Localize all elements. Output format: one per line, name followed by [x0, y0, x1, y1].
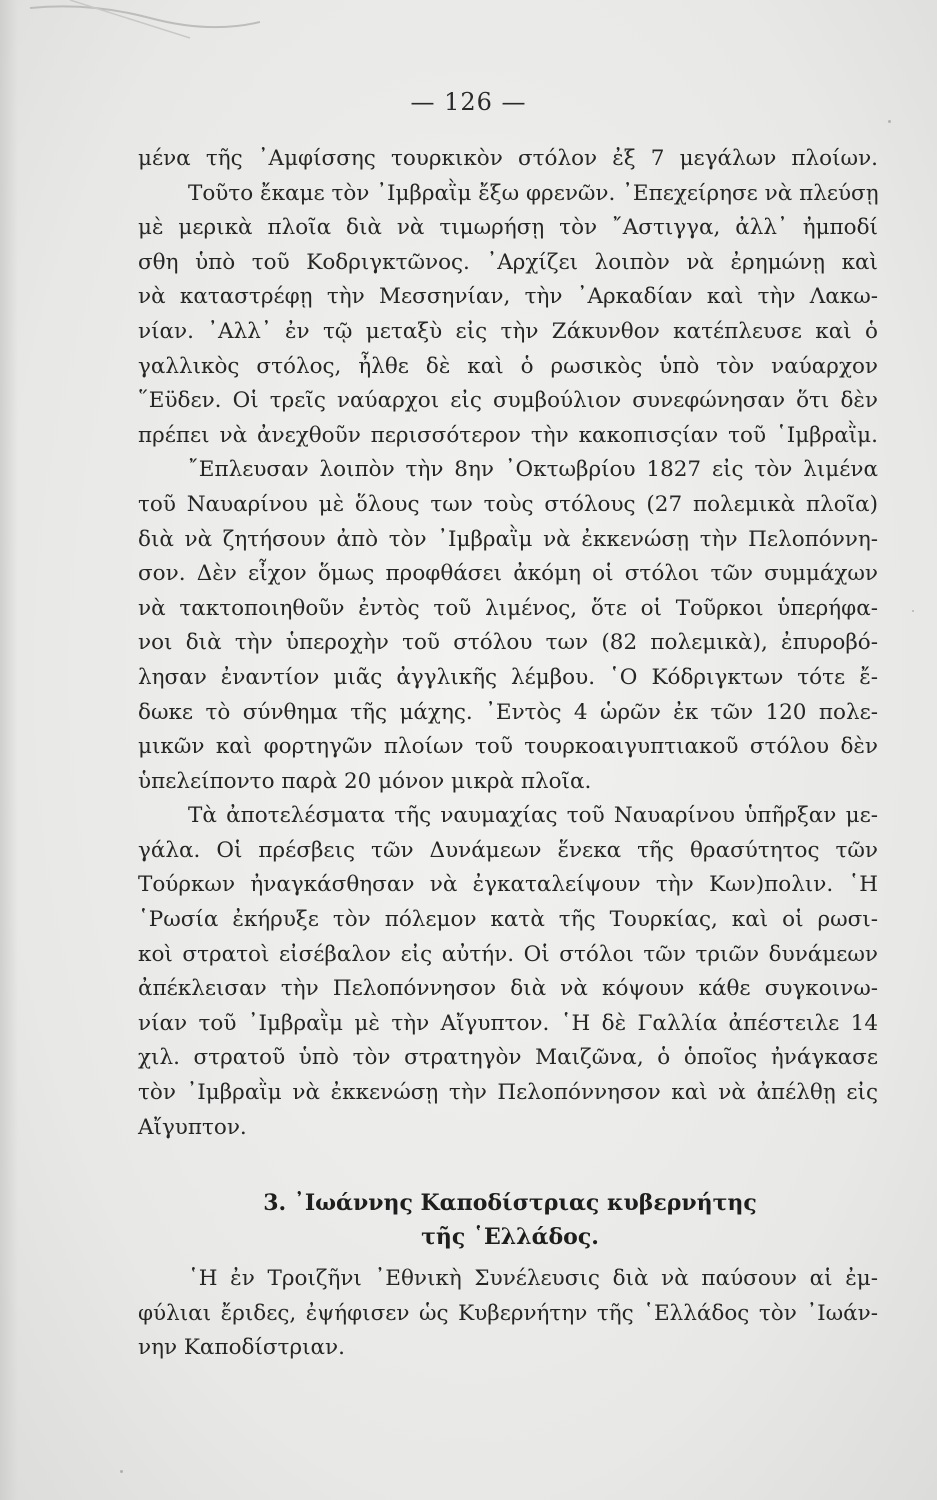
- text-line: τοῦ Ναυαρίνου μὲ ὅλους των τοὺς στόλους (27 πολεμικὰ πλοῖα): [138, 491, 878, 517]
- text-line: δωκε τὸ σύνθημα τῆς μάχης. ᾿Εντὸς 4 ὡρῶν ἐκ τῶν 120 πολε-: [138, 699, 878, 725]
- text-line: σον. Δὲν εἶχον ὅμως προφθάσει ἀκόμη οἱ στόλοι τῶν συμμάχων: [138, 561, 878, 587]
- corner-scan-mark: [30, 0, 260, 40]
- text-line: πρέπει νὰ ἀνεχθοῦν περισσότερον τὴν κακοπισςίαν τοῦ ῾Ιμβραῒμ.: [138, 422, 878, 448]
- text-line: ῎Επλευσαν λοιπὸν τὴν 8ην ᾿Οκτωβρίου 1827 εἰς τὸν λιμένα: [188, 457, 878, 483]
- text-line: λησαν ἐναντίον μιᾶς ἀγγλικῆς λέμβου. ῾Ο Κόδριγκτων τότε ἔ-: [138, 664, 878, 690]
- page-number: — 126 —: [410, 88, 527, 116]
- text-line: κοὶ στρατοὶ εἰσέβαλον εἰς αὐτήν. Οἱ στόλοι τῶν τριῶν δυνάμεων: [138, 941, 878, 967]
- ink-speck: [888, 120, 891, 123]
- text-line: μένα τῆς ᾿Αμφίσσης τουρκικὸν στόλον ἐξ 7 μεγάλων πλοίων.: [138, 146, 878, 171]
- text-line: γαλλικὸς στόλος, ἦλθε δὲ καὶ ὁ ρωσικὸς ὑπὸ τὸν ναύαρχον: [138, 353, 878, 379]
- text-line: μὲ μερικὰ πλοῖα διὰ νὰ τιμωρήσῃ τὸν ῎Αστιγγα, ἀλλ᾿ ἠμποδί: [138, 215, 878, 241]
- text-line: διὰ νὰ ζητήσουν ἀπὸ τὸν ᾿Ιμβραῒμ νὰ ἐκκενώσῃ τὴν Πελοπόννη-: [138, 526, 878, 552]
- section-heading: [0, 1186, 937, 1254]
- text-line: ῾Η ἐν Τροιζῆνι ᾿Εθνικὴ Συνέλευσις διὰ νὰ παύσουν αἱ ἐμ-: [188, 1266, 878, 1291]
- text-line: ὑπελείποντο παρὰ 20 μόνον μικρὰ πλοῖα.: [138, 768, 592, 794]
- text-line: χιλ. στρατοῦ ὑπὸ τὸν στρατηγὸν Μαιζῶνα, ὁ ὁποῖος ἠνάγκασε: [138, 1045, 878, 1071]
- text-line: νην Καποδίστριαν.: [138, 1335, 345, 1361]
- section-heading-line: 3. ᾿Ιωάννης Καποδίστριας κυβερνήτης: [263, 1190, 757, 1216]
- text-line: Τοῦτο ἔκαμε τὸν ᾿Ιμβραῒμ ἔξω φρενῶν. ᾿Επεχείρησε νὰ πλεύσῃ: [188, 180, 879, 206]
- text-line: Τὰ ἀποτελέσματα τῆς ναυμαχίας τοῦ Ναυαρίνου ὑπῆρξαν με-: [188, 803, 878, 829]
- text-line: νίαν. ᾿Αλλ᾿ ἐν τῷ μεταξὺ εἰς τὴν Ζάκυνθον κατέπλευσε καὶ ὁ: [138, 318, 878, 344]
- text-line: γάλα. Οἱ πρέσβεις τῶν Δυνάμεων ἕνεκα τῆς θρασύτητος τῶν: [138, 837, 878, 863]
- page-edge-shadow: [0, 0, 18, 1500]
- text-line: Τούρκων ἠναγκάσθησαν νὰ ἐγκαταλείψουν τὴν Κων)πολιν. ῾Η: [138, 872, 878, 898]
- text-line: ῾Ρωσία ἐκήρυξε τὸν πόλεμον κατὰ τῆς Τουρκίας, καὶ οἱ ρωσι-: [138, 907, 878, 933]
- main-text-block: [138, 142, 878, 1145]
- text-line: σθη ὑπὸ τοῦ Κοδριγκτῶνος. ᾿Αρχίζει λοιπὸν νὰ ἐρημώνῃ καὶ: [138, 249, 878, 275]
- text-line: νίαν τοῦ ᾿Ιμβραῒμ μὲ τὴν Αἴγυπτον. ῾Η δὲ Γαλλία ἀπέστειλε 14: [138, 1010, 878, 1036]
- section-text-block: [138, 1262, 878, 1366]
- text-line: ἀπέκλεισαν τὴν Πελοπόννησον διὰ νὰ κόψουν κάθε συγκοινω-: [138, 976, 878, 1002]
- ink-speck: [912, 610, 914, 612]
- text-line: τὸν ᾿Ιμβραῒμ νὰ ἐκκενώσῃ τὴν Πελοπόννησον καὶ νὰ ἀπέλθῃ εἰς: [138, 1080, 878, 1106]
- text-line: νὰ τακτοποιηθοῦν ἐντὸς τοῦ λιμένος, ὅτε οἱ Τοῦρκοι ὑπερήφα-: [138, 595, 878, 621]
- text-line: ῞Εϋδεν. Οἱ τρεῖς ναύαρχοι εἰς συμβούλιον συνεφώνησαν ὅτι δὲν: [138, 388, 878, 414]
- text-line: νὰ καταστρέφῃ τὴν Μεσσηνίαν, τὴν ᾿Αρκαδίαν καὶ τὴν Λακω-: [138, 284, 878, 310]
- text-line: Αἴγυπτον.: [138, 1114, 247, 1140]
- ink-speck: [120, 1470, 123, 1473]
- section-heading-line: τῆς ῾Ελλάδος.: [421, 1224, 599, 1250]
- text-line: φύλιαι ἔριδες, ἐψήφισεν ὡς Κυβερνήτην τῆς ῾Ελλάδος τὸν ᾿Ιωάν-: [138, 1300, 878, 1326]
- text-line: μικῶν καὶ φορτηγῶν πλοίων τοῦ τουρκοαιγυπτιακοῦ στόλου δὲν: [138, 734, 878, 760]
- text-line: νοι διὰ τὴν ὑπεροχὴν τοῦ στόλου των (82 πολεμικὰ), ἐπυροβό-: [138, 630, 878, 656]
